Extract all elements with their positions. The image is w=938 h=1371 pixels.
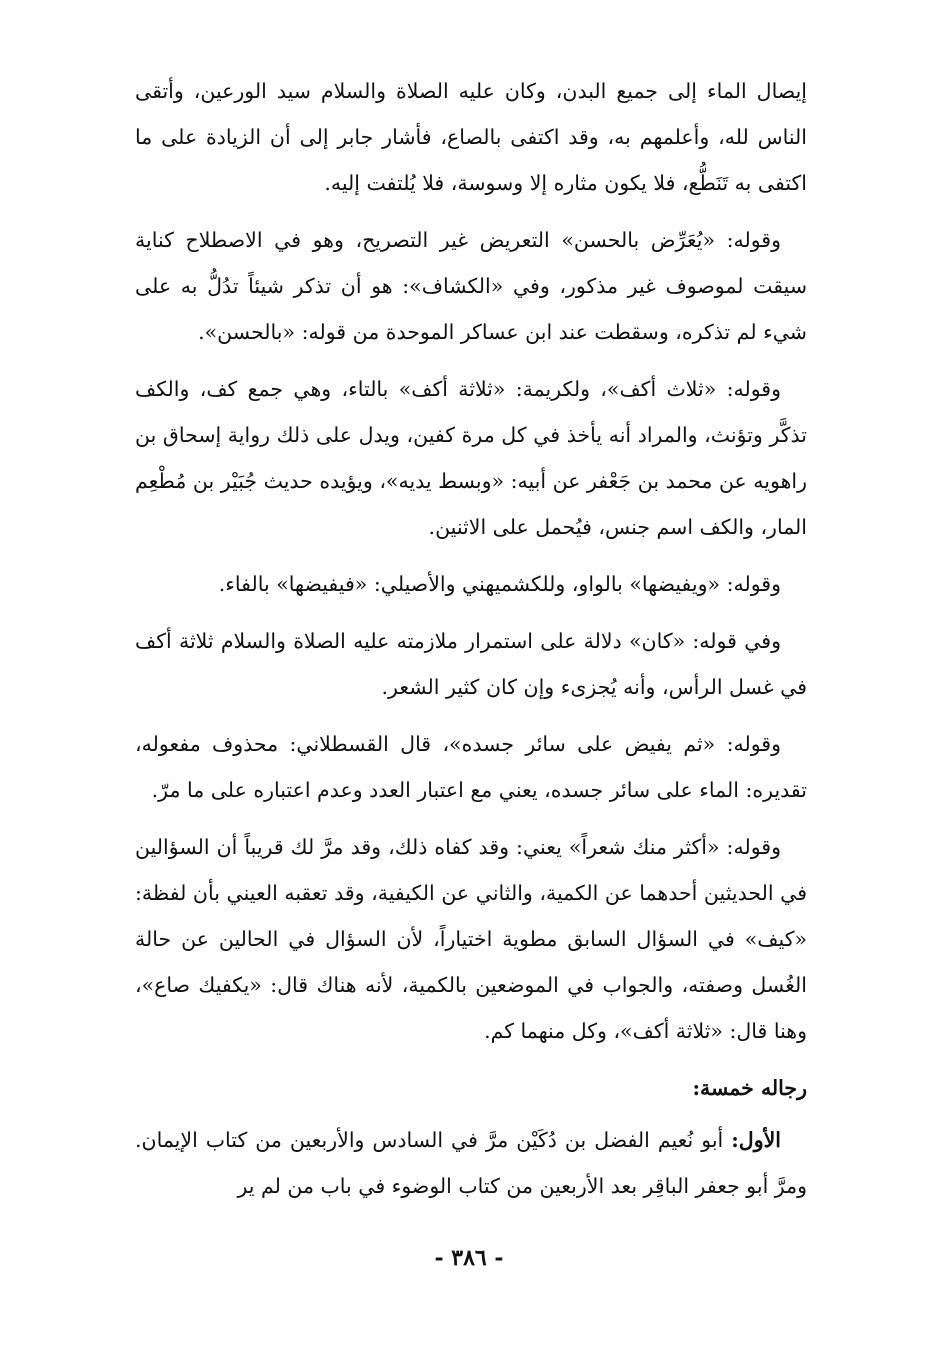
page-number: - ٣٨٦ - [434,1245,504,1271]
paragraph-3: وقوله: «ثلاث أكف»، ولكريمة: «ثلاثة أكف» بالتاء، وهي جمع كف، والكف تذكَّر وتؤنث، والمراد أنه يأخذ في كل مرة كفين، ويدل على ذلك رواية إسحاق بن راهويه عن محمد بن جَعْفر عن أبيه: «وبسط يديه»، ويؤيده حديث جُبَيْر بن مُطْعِم المار، والكف اسم جنس، فيُحمل على الاثنين. [135,377,807,539]
paragraph-2: وقوله: «يُعَرِّض بالحسن» التعريض غير التصريح، وهو في الاصطلاح كناية سيقت لموصوف غير مذكور، وفي «الكشاف»: هو أن تذكر شيئاً تدُلُّ به على شيء لم تذكره، وسقطت عند ابن عساكر الموحدة من قوله: «بالحسن». [135,228,807,344]
page-body [135,68,807,1220]
paragraph-7: وقوله: «أكثر منك شعراً» يعني: وقد كفاه ذلك، وقد مرَّ لك قريباً أن السؤالين في الحديثين أحدهما عن الكمية، والثاني عن الكيفية، وقد تعقبه العيني بأن لفظة: «كيف» في السؤال السابق مطوية اختياراً، لأن السؤال في الحالين عن حالة الغُسل وصفته، والجواب في الموضعين بالكمية، لأنه هناك قال: «يكفيك صاع»، وهنا قال: «ثلاثة أكف»، وكل منهما كم. [135,835,807,1043]
narrator-text: أبو نُعيم الفضل بن دُكَيْن مرَّ في السادس والأربعين من كتاب الإيمان. ومرَّ أبو جعفر الباقِر بعد الأربعين من كتاب الوضوء في باب من لم ير [135,1128,807,1198]
section-heading: رجاله خمسة: [692,1076,807,1100]
paragraph-1: إيصال الماء إلى جميع البدن، وكان عليه الصلاة والسلام سيد الورعين، وأتقى الناس لله، وأعلمهم به، وقد اكتفى بالصاع، فأشار جابر إلى أن الزيادة على ما اكتفى به تَنَطُّع، فلا يكون مثاره إلا وسوسة، فلا يُلتفت إليه. [135,79,807,195]
paragraph-4: وقوله: «ويفيضها» بالواو، وللكشميهني والأصيلي: «فيفيضها» بالفاء. [218,572,781,596]
paragraph-6: وقوله: «ثم يفيض على سائر جسده»، قال القسطلاني: محذوف مفعوله، تقديره: الماء على سائر جسده، يعني مع اعتبار العدد وعدم اعتباره على ما مرّ. [135,732,807,802]
paragraph-5: وفي قوله: «كان» دلالة على استمرار ملازمته عليه الصلاة والسلام ثلاثة أكف في غسل الرأس، وأنه يُجزىء وإن كان كثير الشعر. [135,629,807,699]
narrator-label: الأول: [731,1128,781,1152]
narrator-paragraph [135,1117,807,1209]
